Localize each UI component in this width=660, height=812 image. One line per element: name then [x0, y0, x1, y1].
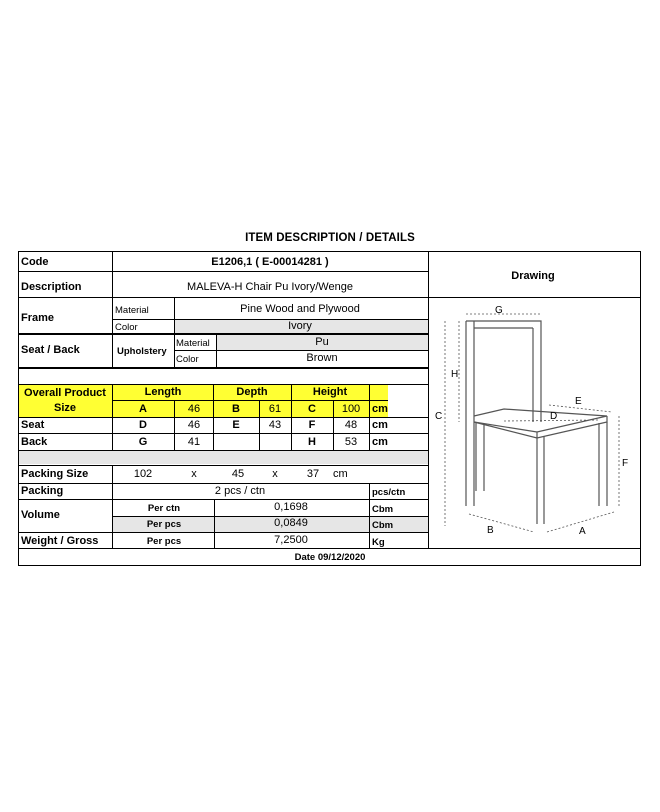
seat-material-value: Pu	[315, 336, 329, 348]
frame-material-value: Pine Wood and Plywood	[240, 303, 360, 315]
volume-label: Volume	[21, 509, 60, 521]
weight-label: Weight / Gross	[21, 535, 99, 547]
description-value: MALEVA-H Chair Pu Ivory/Wenge	[187, 281, 353, 293]
date-stamp: Date 09/12/2020	[294, 552, 366, 563]
rule	[19, 417, 429, 418]
back-row-label: Back	[21, 436, 48, 448]
rule	[369, 483, 370, 549]
dim-letter-b: B	[232, 403, 240, 415]
packing-size-unit: cm	[333, 468, 348, 480]
volume-per-ctn-value: 0,1698	[274, 501, 308, 513]
volume-per-pcs-value: 0,0849	[274, 517, 308, 529]
dim-unit-overall: cm	[372, 403, 388, 415]
volume-per-pcs-label: Per pcs	[146, 519, 182, 530]
volume-per-ctn-label: Per ctn	[147, 503, 181, 514]
height-header: Height	[312, 386, 348, 398]
drawing-letter-d: D	[550, 411, 558, 422]
drawing-label: Drawing	[511, 270, 555, 282]
frame-material-label: Material	[115, 305, 149, 316]
rule	[216, 334, 217, 368]
dim-value-b: 61	[268, 403, 282, 415]
rule	[113, 319, 428, 320]
overall-size-label: Size	[53, 402, 77, 414]
dim-value-f: 48	[344, 419, 358, 431]
drawing-letter-a: A	[579, 526, 586, 537]
rule	[113, 400, 388, 401]
depth-header: Depth	[236, 386, 268, 398]
seat-back-label: Seat / Back	[21, 344, 80, 356]
packing-value: 2 pcs / ctn	[214, 485, 266, 497]
packing-x2: x	[272, 468, 278, 480]
chair-drawing	[429, 296, 640, 544]
code-value: E1206,1 ( E-00014281 )	[211, 256, 329, 268]
rule	[19, 271, 429, 272]
packing-width: 45	[231, 468, 245, 480]
dim-value-e: 43	[268, 419, 282, 431]
rule	[112, 252, 113, 368]
rule	[174, 400, 175, 450]
dim-unit-seat: cm	[372, 419, 388, 431]
frame-color-value: Ivory	[288, 320, 312, 332]
rule	[112, 384, 113, 450]
rule	[213, 384, 214, 450]
weight-per-pcs-label: Per pcs	[146, 536, 182, 547]
dim-value-h: 53	[344, 436, 358, 448]
rule	[19, 499, 429, 500]
dim-letter-a: A	[139, 403, 147, 415]
upholstery-label: Upholstery	[117, 346, 167, 357]
seat-color-value: Brown	[306, 352, 338, 364]
seat-color-label: Color	[176, 354, 199, 365]
dim-letter-h: H	[308, 436, 316, 448]
rule	[19, 333, 429, 335]
rule	[19, 384, 429, 385]
dim-letter-g: G	[138, 436, 148, 448]
volume-unit-pcs: Cbm	[372, 520, 394, 531]
dim-unit-back: cm	[372, 436, 388, 448]
drawing-letter-c: C	[435, 411, 443, 422]
rule	[19, 532, 429, 533]
packing-unit: pcs/ctn	[372, 487, 406, 498]
rule	[291, 384, 292, 450]
packing-height: 37	[306, 468, 320, 480]
rule	[175, 350, 428, 351]
rule	[174, 298, 175, 368]
dim-letter-e: E	[232, 419, 240, 431]
rule	[19, 367, 429, 369]
seat-material-label: Material	[176, 338, 210, 349]
rule	[214, 499, 215, 549]
dim-value-g: 41	[187, 436, 201, 448]
frame-color-label: Color	[115, 322, 138, 333]
packing-length: 102	[133, 468, 153, 480]
dim-value-d: 46	[187, 419, 201, 431]
packing-size-label: Packing Size	[21, 468, 89, 480]
gap-row	[19, 451, 428, 464]
weight-unit: Kg	[372, 537, 385, 548]
rule	[333, 400, 334, 450]
packing-label: Packing	[21, 485, 64, 497]
rule	[19, 433, 429, 434]
drawing-letter-b: B	[487, 525, 494, 536]
description-label: Description	[21, 281, 82, 293]
rule	[19, 465, 429, 466]
drawing-letter-g: G	[495, 305, 503, 316]
seat-row-label: Seat	[21, 419, 45, 431]
packing-x1: x	[191, 468, 197, 480]
page-title: ITEM DESCRIPTION / DETAILS	[245, 232, 415, 244]
length-header: Length	[144, 386, 182, 398]
weight-value: 7,2500	[274, 534, 308, 546]
rule	[112, 465, 113, 549]
dim-letter-c: C	[308, 403, 316, 415]
rule	[19, 483, 429, 484]
rule	[259, 400, 260, 450]
dim-value-c: 100	[341, 403, 361, 415]
rule	[369, 384, 370, 450]
volume-unit-ctn: Cbm	[372, 504, 394, 515]
rule	[113, 516, 428, 517]
drawing-letter-f: F	[622, 458, 629, 469]
drawing-letter-e: E	[575, 396, 582, 407]
frame-label: Frame	[21, 312, 55, 324]
dim-value-a: 46	[187, 403, 201, 415]
overall-product-label: Overall Product	[24, 387, 106, 399]
dim-letter-f: F	[308, 419, 316, 431]
rule	[19, 450, 429, 451]
code-label: Code	[21, 256, 49, 268]
drawing-letter-h: H	[451, 369, 459, 380]
dim-letter-d: D	[139, 419, 147, 431]
